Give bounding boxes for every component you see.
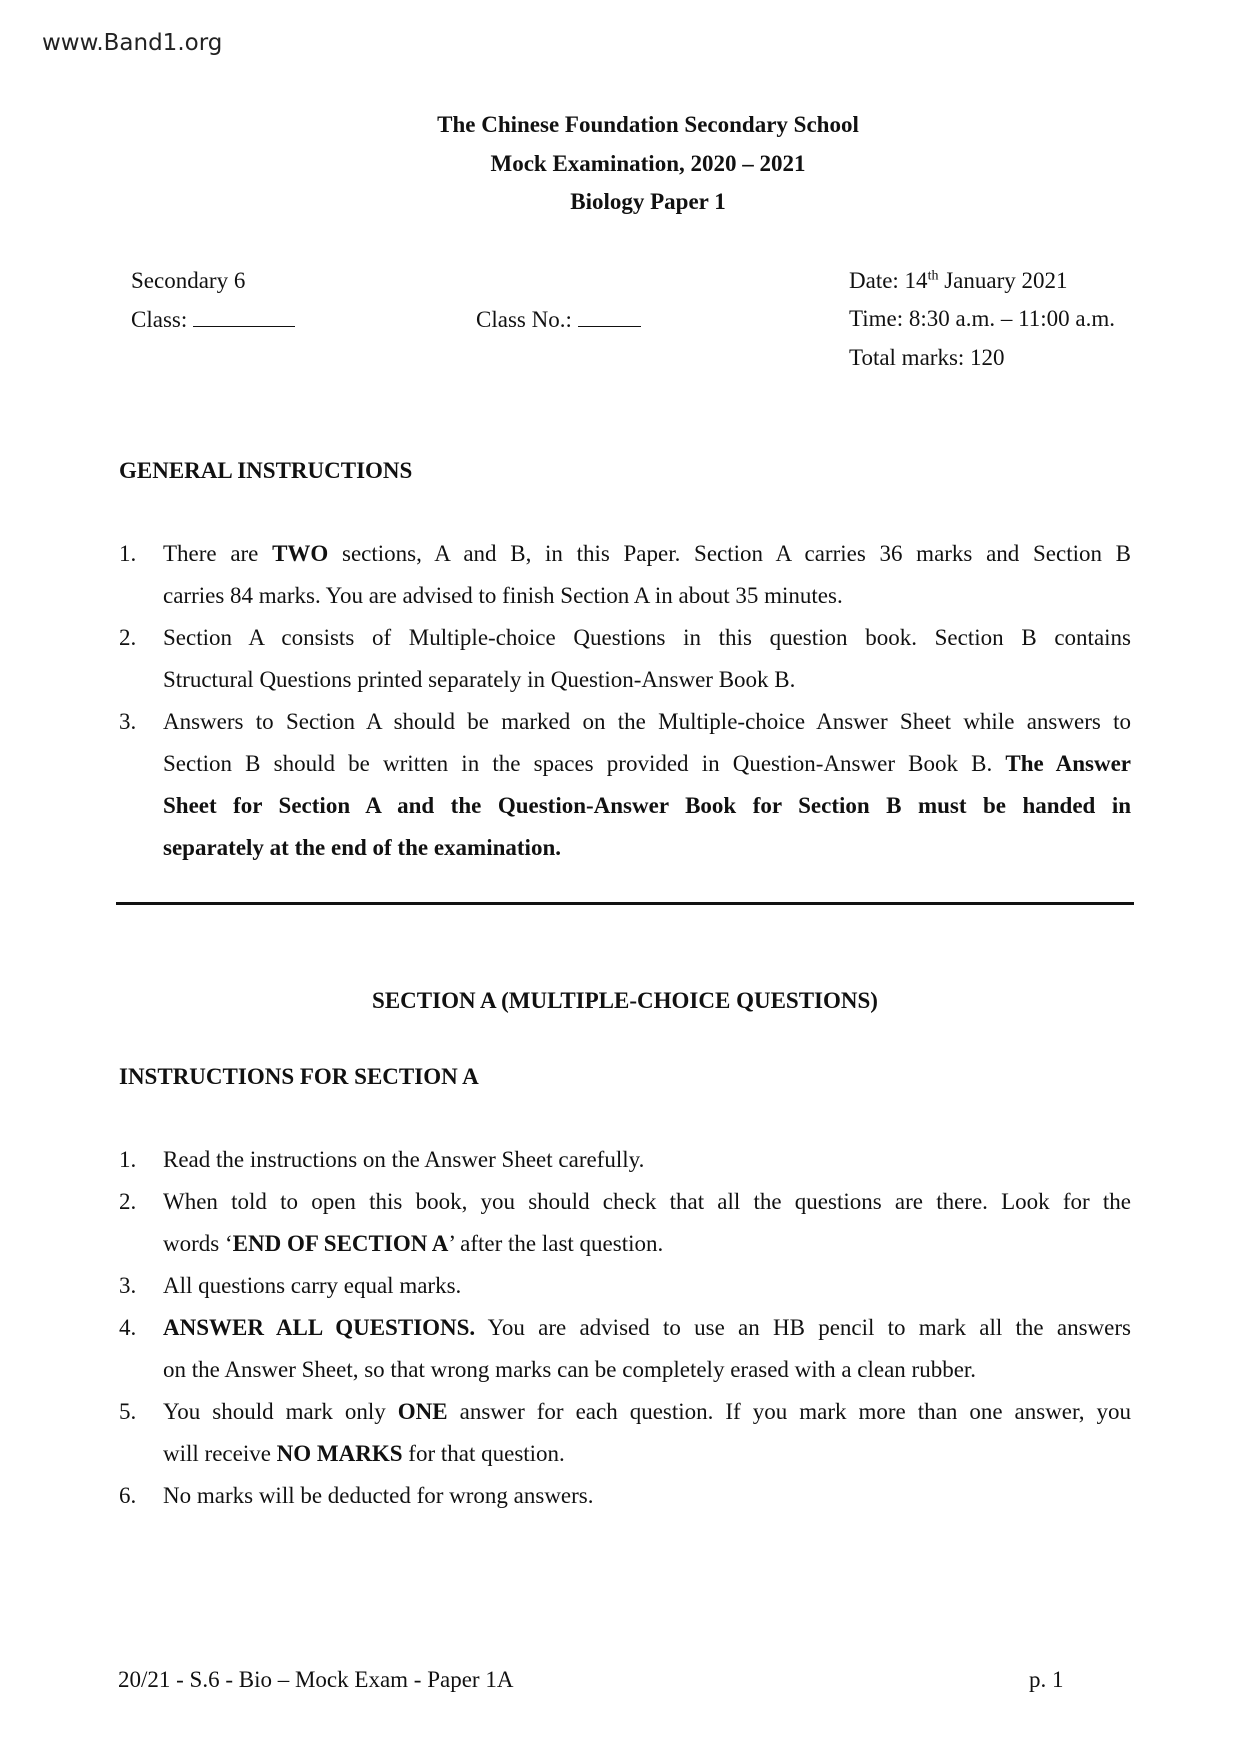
- page-number: p. 1: [1029, 1667, 1064, 1692]
- item-number: 3.: [119, 709, 137, 734]
- item-line: [163, 1307, 1131, 1349]
- date-text-rest: January 2021: [938, 268, 1068, 293]
- list-item: [119, 1265, 1131, 1307]
- text: Section B should be written in the spaces provided in Question-Answer Book B.: [163, 751, 1006, 776]
- item-line: [163, 743, 1131, 785]
- bold-text: The Answer: [1005, 751, 1131, 776]
- text: All questions carry equal marks.: [163, 1273, 462, 1298]
- item-line: [163, 1433, 1131, 1475]
- text: for that question.: [402, 1441, 565, 1466]
- class-label: Class:: [131, 307, 188, 332]
- item-number: 5.: [119, 1399, 137, 1424]
- text: Structural Questions printed separately in Question-Answer Book B.: [163, 667, 796, 692]
- text: Section A consists of Multiple-choice Questions in this question book. Section B contains: [163, 625, 1131, 650]
- bold-text: END OF SECTION A: [232, 1231, 449, 1256]
- list-item: [119, 1181, 1131, 1265]
- text: Read the instructions on the Answer Sheet carefully.: [163, 1147, 645, 1172]
- item-line: [163, 617, 1131, 659]
- level: Secondary 6: [131, 268, 246, 293]
- class-no-blank[interactable]: [578, 306, 641, 327]
- item-number: 1.: [119, 541, 137, 566]
- text: You should mark only: [163, 1399, 398, 1424]
- date-sup: th: [927, 268, 939, 284]
- item-line: [163, 1139, 1131, 1181]
- list-item: [119, 1391, 1131, 1475]
- date-text: Date: 14: [849, 268, 928, 293]
- total-marks: Total marks: 120: [849, 345, 1005, 370]
- item-number: 2.: [119, 1189, 137, 1214]
- exam-time: Time: 8:30 a.m. – 11:00 a.m.: [849, 306, 1115, 331]
- text: There are: [163, 541, 273, 566]
- text: words ‘: [163, 1231, 233, 1256]
- bold-text: ANSWER ALL QUESTIONS.: [163, 1315, 476, 1340]
- list-item: [119, 1139, 1131, 1181]
- footer-text: 20/21 - S.6 - Bio – Mock Exam - Paper 1A: [118, 1667, 514, 1692]
- item-line: [163, 1265, 1131, 1307]
- text: carries 84 marks. You are advised to finish Section A in about 35 minutes.: [163, 583, 843, 608]
- item-line: [163, 575, 1131, 617]
- list-item: [119, 617, 1131, 701]
- item-line: [163, 659, 1131, 701]
- item-line: [163, 533, 1131, 575]
- item-line: [163, 827, 1131, 869]
- text: answer for each question. If you mark more than one answer, you: [447, 1399, 1131, 1424]
- bold-text: separately at the end of the examination.: [163, 835, 561, 860]
- class-no-field[interactable]: [476, 306, 641, 333]
- text: When told to open this book, you should check that all the questions are there. Look for the: [163, 1189, 1131, 1214]
- list-item: [119, 1475, 1131, 1517]
- class-field[interactable]: [131, 306, 295, 333]
- school-name: The Chinese Foundation Secondary School: [437, 112, 859, 137]
- text: You are advised to use an HB pencil to mark all the answers: [475, 1315, 1131, 1340]
- exam-title: Mock Examination, 2020 – 2021: [490, 151, 806, 176]
- section-a-instructions-list: [119, 1139, 1131, 1517]
- general-instructions-list: [119, 533, 1131, 869]
- section-a-title: SECTION A (MULTIPLE-CHOICE QUESTIONS): [372, 988, 878, 1013]
- item-line: [163, 701, 1131, 743]
- item-line: [163, 1223, 1131, 1265]
- class-no-label: Class No.:: [476, 307, 572, 332]
- text: on the Answer Sheet, so that wrong marks can be completely erased with a clean rubber.: [163, 1357, 977, 1382]
- divider: [116, 902, 1134, 905]
- watermark: www.Band1.org: [42, 30, 223, 56]
- list-item: [119, 1307, 1131, 1391]
- bold-text: NO MARKS: [276, 1441, 403, 1466]
- paper-title: Biology Paper 1: [570, 189, 726, 214]
- item-line: [163, 1349, 1131, 1391]
- list-item: [119, 533, 1131, 617]
- section-a-instructions-heading: INSTRUCTIONS FOR SECTION A: [119, 1064, 479, 1089]
- item-line: [163, 1475, 1131, 1517]
- exam-date: [849, 268, 1067, 294]
- item-number: 4.: [119, 1315, 137, 1340]
- bold-text: TWO: [272, 541, 329, 566]
- list-item: [119, 701, 1131, 869]
- item-line: [163, 1391, 1131, 1433]
- text: ’ after the last question.: [448, 1231, 664, 1256]
- item-number: 3.: [119, 1273, 137, 1298]
- bold-text: ONE: [397, 1399, 448, 1424]
- item-number: 1.: [119, 1147, 137, 1172]
- text: Answers to Section A should be marked on the Multiple-choice Answer Sheet while answers to: [163, 709, 1131, 734]
- bold-text: Sheet for Section A and the Question-Answer Book for Section B must be handed in: [163, 793, 1131, 818]
- text: sections, A and B, in this Paper. Section A carries 36 marks and Section B: [328, 541, 1132, 566]
- item-number: 2.: [119, 625, 137, 650]
- item-line: [163, 1181, 1131, 1223]
- item-line: [163, 785, 1131, 827]
- text: will receive: [163, 1441, 277, 1466]
- item-number: 6.: [119, 1483, 137, 1508]
- general-instructions-heading: GENERAL INSTRUCTIONS: [119, 458, 413, 483]
- text: No marks will be deducted for wrong answers.: [163, 1483, 594, 1508]
- class-blank[interactable]: [193, 306, 295, 327]
